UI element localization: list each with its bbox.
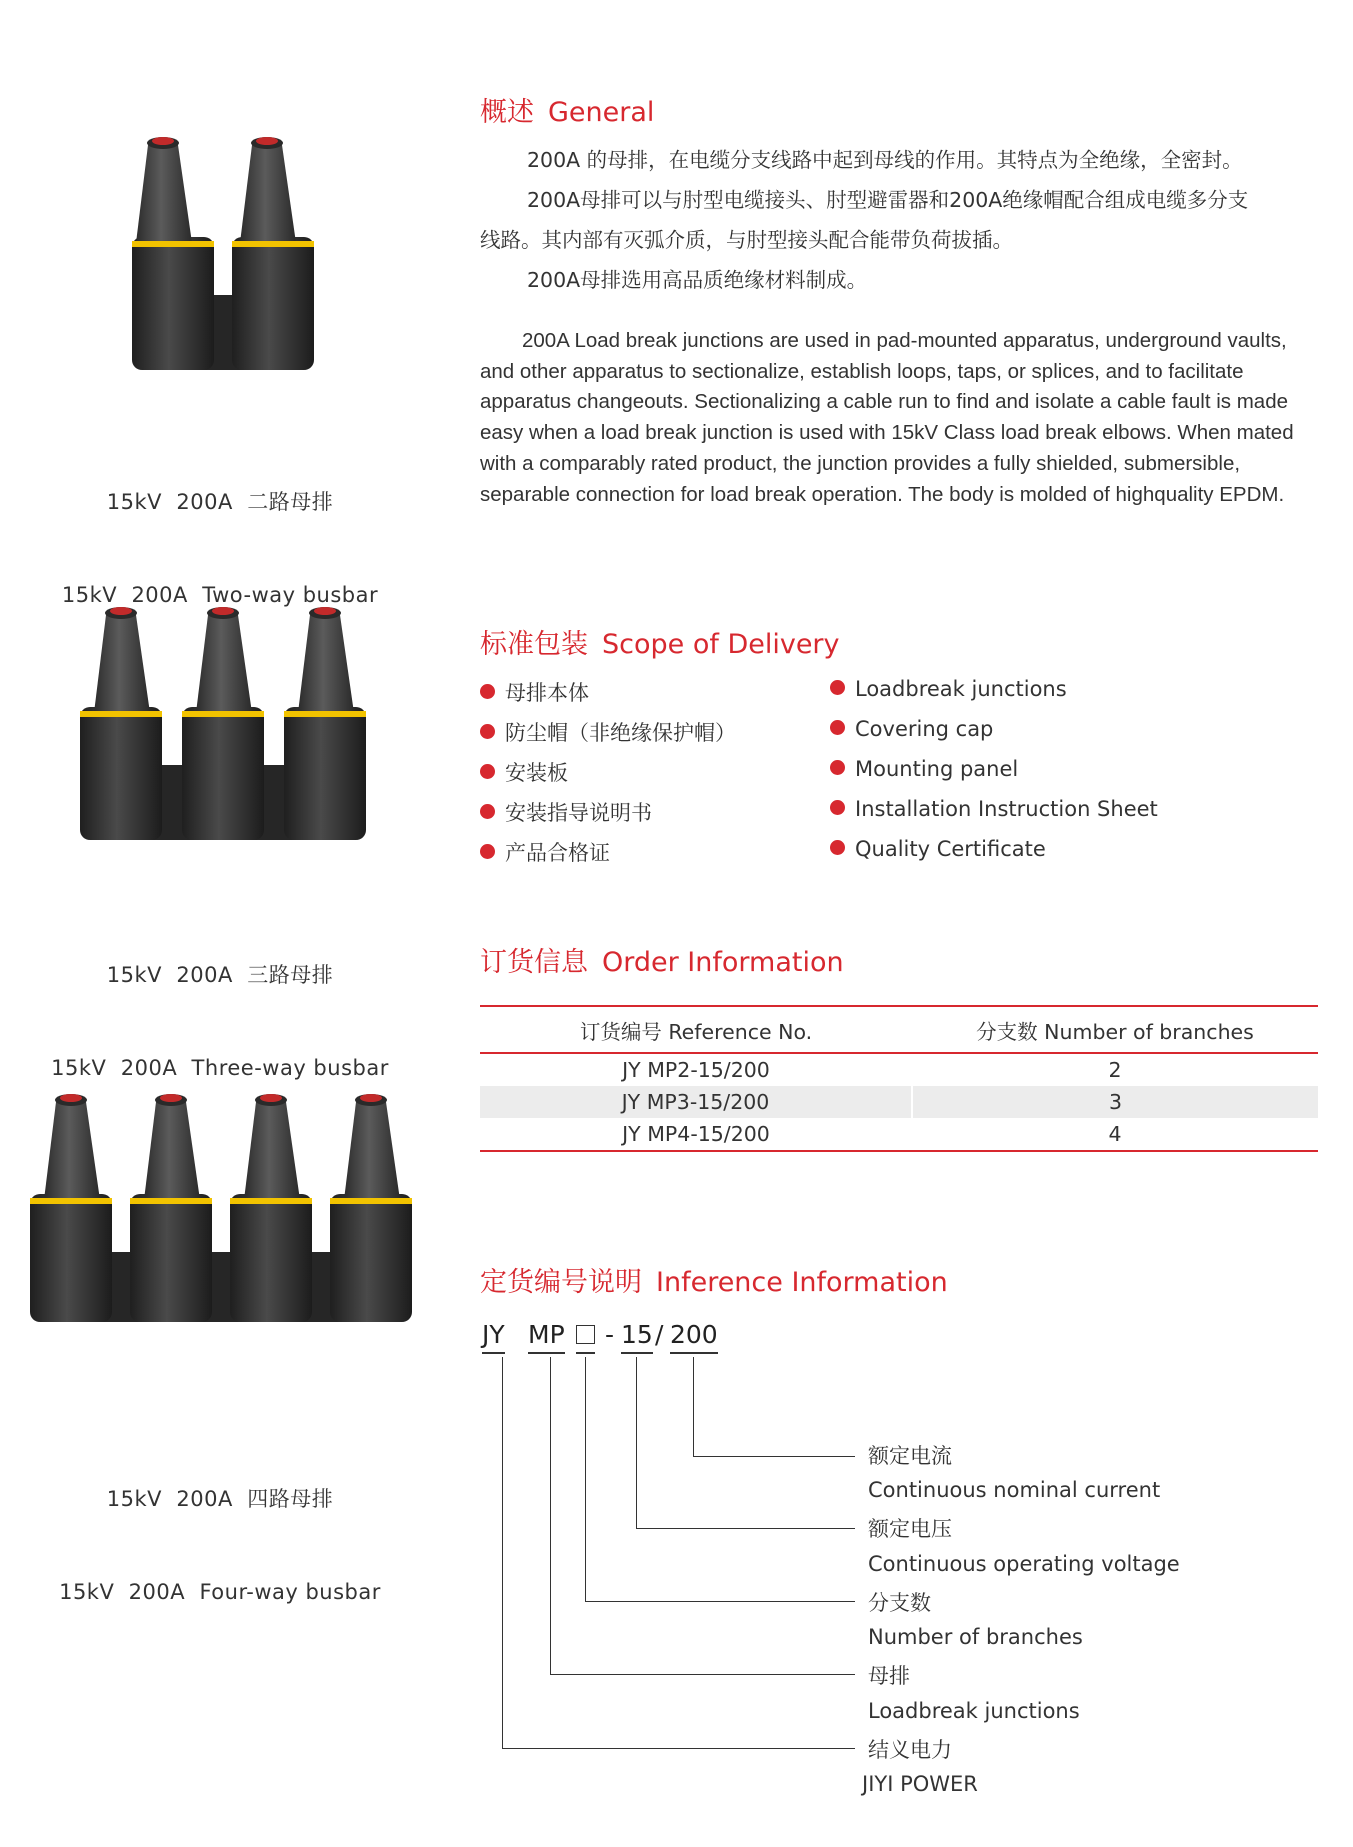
connector-voltage-h: [636, 1528, 855, 1529]
table-row: [480, 1053, 1318, 1086]
delivery-item-en-5: [830, 837, 1046, 861]
three-way-caption-cn: 15kV 200A 三路母排: [106, 963, 334, 987]
inference-title-cn: 定货编号说明: [480, 1267, 642, 1298]
code-part-dash: -: [605, 1320, 615, 1349]
legend-current-cn: 额定电流: [868, 1444, 952, 1468]
order-cell-reference: JY MP3-15/200: [480, 1086, 912, 1118]
two-way-caption-en: 15kV 200A Two-way busbar: [61, 583, 379, 607]
delivery-item-en-4: [830, 797, 1158, 821]
delivery-title-en: Scope of Delivery: [602, 629, 840, 660]
order-title: [480, 940, 844, 979]
legend-branches-en: Number of branches: [868, 1625, 1083, 1649]
delivery-item-en-label: Mounting panel: [855, 757, 1019, 781]
legend-jy-cn: 结义电力: [868, 1738, 952, 1762]
bullet-icon: [480, 804, 495, 819]
order-header-branches: 分支数 Number of branches: [912, 1006, 1318, 1053]
order-table: [480, 1005, 1318, 1152]
delivery-item-cn-label: 安装板: [505, 761, 568, 785]
inference-title-en: Inference Information: [656, 1267, 948, 1298]
legend-current-en: Continuous nominal current: [868, 1478, 1161, 1502]
delivery-item-cn-label: 产品合格证: [505, 841, 610, 865]
general-title-en: General: [548, 97, 655, 128]
general-en-paragraph: 200A Load break junctions are used in pad-mounted apparatus, underground vaults, and other apparatus to sectionalize, establish loops, taps, or splices, and to facilitate apparatus changeouts. Sectionalizing a cable run to find and isolate a cable fault is made easy when a load break junction is used with 15kV Class load break elbows. When mated with a comparably rated product, the junction provides a fully shielded, submersible, separable connection for load break operation. The body is molded of highquality EPDM.: [480, 329, 1294, 506]
inference-title: [480, 1260, 948, 1299]
bullet-icon: [480, 764, 495, 779]
legend-mp-en: Loadbreak junctions: [868, 1699, 1080, 1723]
order-title-en: Order Information: [602, 947, 844, 978]
bullet-icon: [480, 844, 495, 859]
general-title: [480, 90, 654, 129]
connector-jy-h: [502, 1748, 855, 1749]
general-cn-line-4: 200A母排选用高品质绝缘材料制成。: [527, 268, 868, 292]
box-placeholder-icon: [576, 1325, 595, 1344]
delivery-item-cn-label: 母排本体: [505, 681, 589, 705]
order-cell-reference: JY MP4-15/200: [480, 1118, 912, 1151]
legend-voltage-cn: 额定电压: [868, 1517, 952, 1541]
bullet-icon: [830, 840, 845, 855]
legend-mp-cn: 母排: [868, 1664, 910, 1688]
two-way-caption-cn: 15kV 200A 二路母排: [106, 490, 334, 514]
order-cell-reference: JY MP2-15/200: [622, 1058, 770, 1082]
code-part-slash: /: [655, 1320, 664, 1349]
delivery-item-cn-2: [480, 717, 736, 747]
general-title-cn: 概述: [480, 97, 534, 128]
connector-branches-v: [585, 1357, 586, 1602]
connector-voltage-v: [636, 1357, 637, 1529]
code-part-branches-box: [576, 1320, 595, 1354]
delivery-item-en-2: [830, 717, 993, 741]
connector-branches-h: [585, 1601, 855, 1602]
delivery-item-cn-1: [480, 677, 589, 707]
general-cn-line-3: 线路。其内部有灭弧介质，与肘型接头配合能带负荷拔插。: [480, 228, 1013, 252]
delivery-item-cn-label: 防尘帽（非绝缘保护帽）: [505, 721, 736, 745]
delivery-item-en-label: Covering cap: [855, 717, 994, 741]
connector-mp-h: [550, 1674, 855, 1675]
four-way-caption-cn: 15kV 200A 四路母排: [106, 1487, 334, 1511]
legend-branches-cn: 分支数: [868, 1591, 931, 1615]
table-row: [480, 1086, 1318, 1118]
connector-current-h: [693, 1456, 855, 1457]
connector-jy-v: [502, 1357, 503, 1749]
delivery-item-en-3: [830, 757, 1018, 781]
four-way-caption-en: 15kV 200A Four-way busbar: [59, 1580, 381, 1604]
four-way-caption: [50, 1422, 390, 1639]
bullet-icon: [830, 680, 845, 695]
delivery-item-en-label: Loadbreak junctions: [855, 677, 1067, 701]
two-way-busbar-image: [120, 125, 330, 375]
legend-jy-en: JIYI POWER: [862, 1772, 978, 1796]
delivery-item-cn-3: [480, 757, 568, 787]
bullet-icon: [480, 724, 495, 739]
code-part-voltage: 15: [621, 1320, 653, 1354]
bullet-icon: [830, 720, 845, 735]
general-cn-line-1: 200A 的母排，在电缆分支线路中起到母线的作用。其特点为全绝缘，全密封。: [527, 148, 1243, 172]
legend-voltage-en: Continuous operating voltage: [868, 1552, 1180, 1576]
table-row: [480, 1118, 1318, 1151]
order-cell-branches: 2: [1108, 1058, 1122, 1082]
order-cell-branches: 3: [912, 1086, 1318, 1118]
code-part-mp: MP: [528, 1320, 565, 1354]
delivery-title: [480, 622, 840, 661]
bullet-icon: [480, 684, 495, 699]
delivery-item-en-label: Quality Certificate: [855, 837, 1046, 861]
delivery-item-en-label: Installation Instruction Sheet: [855, 797, 1158, 821]
bullet-icon: [830, 800, 845, 815]
three-way-busbar-image: [80, 595, 370, 845]
connector-current-v: [693, 1357, 694, 1457]
delivery-item-cn-label: 安装指导说明书: [505, 801, 652, 825]
delivery-item-cn-5: [480, 837, 610, 867]
general-cn-line-2: 200A母排可以与肘型电缆接头、肘型避雷器和200A绝缘帽配合组成电缆多分支: [527, 188, 1249, 212]
bullet-icon: [830, 760, 845, 775]
order-header-reference: 订货编号 Reference No.: [480, 1006, 912, 1053]
delivery-title-cn: 标准包装: [480, 629, 588, 660]
order-cell-branches: 4: [912, 1118, 1318, 1151]
three-way-caption-en: 15kV 200A Three-way busbar: [51, 1056, 389, 1080]
delivery-item-en-1: [830, 677, 1067, 701]
four-way-busbar-image: [28, 1082, 418, 1327]
order-table-header: [480, 1006, 1318, 1053]
code-part-current: 200: [670, 1320, 718, 1354]
order-title-cn: 订货信息: [480, 947, 588, 978]
code-part-jy: JY: [482, 1320, 505, 1354]
delivery-item-cn-4: [480, 797, 652, 827]
connector-mp-v: [550, 1357, 551, 1675]
